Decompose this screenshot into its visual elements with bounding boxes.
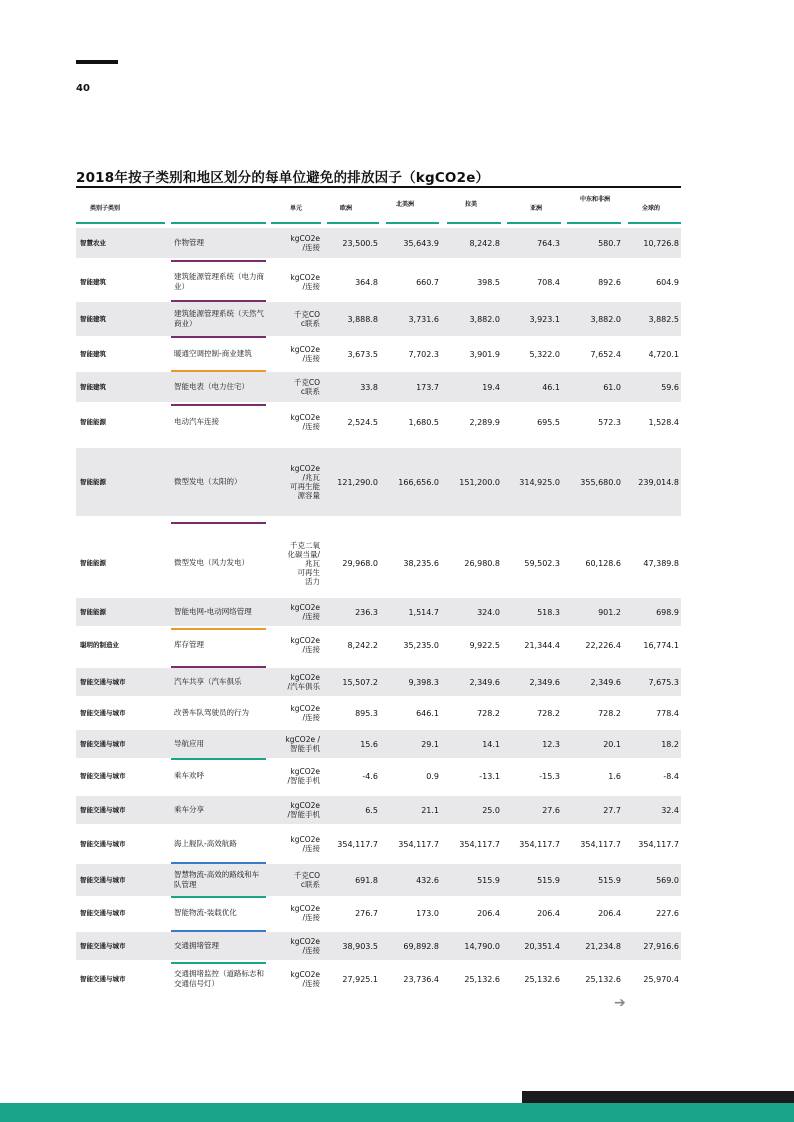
value-cell: 59,502.3 xyxy=(524,558,560,568)
category-cell: 智能能源 xyxy=(80,417,106,426)
category-cell: 智能交通与城市 xyxy=(80,839,126,848)
value-cell: 2,349.6 xyxy=(469,677,500,687)
value-cell: 580.7 xyxy=(598,238,621,248)
subcategory-cell: 建筑能源管理系统（电力商业） xyxy=(174,272,264,291)
category-cell: 智能交通与城市 xyxy=(80,771,126,780)
value-cell: 354,117.7 xyxy=(459,839,500,849)
value-cell: 236.3 xyxy=(355,607,378,617)
value-cell: 26,980.8 xyxy=(464,558,500,568)
value-cell: 728.2 xyxy=(598,708,621,718)
value-cell: 20,351.4 xyxy=(524,941,560,951)
value-cell: 314,925.0 xyxy=(519,477,560,487)
value-cell: 398.5 xyxy=(477,277,500,287)
unit-cell: kgCO2e /智能手机 xyxy=(287,767,320,785)
value-cell: 21.1 xyxy=(421,805,439,815)
value-cell: 3,882.0 xyxy=(469,314,500,324)
value-cell: 691.8 xyxy=(355,875,378,885)
value-cell: 3,882.5 xyxy=(648,314,679,324)
value-cell: 14,790.0 xyxy=(464,941,500,951)
value-cell: 29.1 xyxy=(421,739,439,749)
unit-cell: 千克CO c联系 xyxy=(293,378,320,396)
unit-cell: kgCO2e /连接 xyxy=(290,937,320,955)
category-cell: 智能交通与城市 xyxy=(80,739,126,748)
unit-cell: kgCO2e /连接 xyxy=(290,273,320,291)
unit-cell: kgCO2e /连接 xyxy=(290,835,320,853)
value-cell: 19.4 xyxy=(482,382,500,392)
value-cell: 166,656.0 xyxy=(398,477,439,487)
category-cell: 智能交通与城市 xyxy=(80,941,126,950)
unit-cell: kgCO2e /连接 xyxy=(290,970,320,988)
value-cell: 7,675.3 xyxy=(648,677,679,687)
value-cell: 29,968.0 xyxy=(342,558,378,568)
footer-dark-bar xyxy=(522,1091,794,1103)
value-cell: 239,014.8 xyxy=(638,477,679,487)
value-cell: 10,726.8 xyxy=(643,238,679,248)
category-cell: 智能交通与城市 xyxy=(80,908,126,917)
value-cell: 354,117.7 xyxy=(638,839,679,849)
category-cell: 智能能源 xyxy=(80,607,106,616)
header-subcategory: 类别子类别 xyxy=(90,205,121,212)
value-cell: 23,736.4 xyxy=(403,974,439,984)
value-cell: 764.3 xyxy=(537,238,560,248)
header-rule xyxy=(507,222,561,224)
value-cell: 2,349.6 xyxy=(529,677,560,687)
value-cell: 5,322.0 xyxy=(529,349,560,359)
subcategory-cell: 建筑能源管理系统（天然气商业） xyxy=(174,309,264,328)
header-rule xyxy=(447,222,501,224)
header-rule xyxy=(76,222,165,224)
unit-cell: kgCO2e /汽车俱乐 xyxy=(287,673,320,691)
value-cell: 354,117.7 xyxy=(580,839,621,849)
header-rule xyxy=(271,222,321,224)
value-cell: 354,117.7 xyxy=(337,839,378,849)
subcategory-cell: 智能电网-电动网络管理 xyxy=(174,607,252,616)
category-cell: 智能建筑 xyxy=(80,314,106,323)
value-cell: 8,242.2 xyxy=(347,640,378,650)
subcategory-cell: 海上舰队-高效航路 xyxy=(174,839,237,848)
value-cell: 604.9 xyxy=(656,277,679,287)
header-mea: 中东和非洲 xyxy=(580,196,611,203)
subcategory-cell: 智能物流-装载优化 xyxy=(174,908,237,917)
subcategory-cell: 库存管理 xyxy=(174,640,204,649)
value-cell: 432.6 xyxy=(416,875,439,885)
value-cell: 3,901.9 xyxy=(469,349,500,359)
value-cell: 8,242.8 xyxy=(469,238,500,248)
table-title: 2018年按子类别和地区划分的每单位避免的排放因子（kgCO2e） xyxy=(76,170,490,186)
title-rule xyxy=(76,186,681,188)
header-latin-america: 拉美 xyxy=(465,201,478,208)
unit-cell: kgCO2e / 智能手机 xyxy=(285,735,320,753)
value-cell: 21,344.4 xyxy=(524,640,560,650)
value-cell: 276.7 xyxy=(355,908,378,918)
category-cell: 聪明的制造业 xyxy=(80,640,119,649)
value-cell: 355,680.0 xyxy=(580,477,621,487)
subcategory-cell: 电动汽车连接 xyxy=(174,417,219,426)
subcategory-cell: 微型发电（风力发电） xyxy=(174,558,249,567)
value-cell: 0.9 xyxy=(426,771,439,781)
value-cell: 7,702.3 xyxy=(408,349,439,359)
value-cell: 69,892.8 xyxy=(403,941,439,951)
unit-cell: kgCO2e /连接 xyxy=(290,636,320,654)
value-cell: 25.0 xyxy=(482,805,500,815)
value-cell: 646.1 xyxy=(416,708,439,718)
value-cell: -13.1 xyxy=(479,771,500,781)
value-cell: 173.7 xyxy=(416,382,439,392)
value-cell: 22,226.4 xyxy=(585,640,621,650)
value-cell: 16,774.1 xyxy=(643,640,679,650)
subcategory-cell: 导航应用 xyxy=(174,739,204,748)
value-cell: 708.4 xyxy=(537,277,560,287)
category-cell: 智能能源 xyxy=(80,477,106,486)
category-cell: 智慧农业 xyxy=(80,238,106,247)
value-cell: 892.6 xyxy=(598,277,621,287)
value-cell: 3,731.6 xyxy=(408,314,439,324)
value-cell: 6.5 xyxy=(365,805,378,815)
value-cell: 23,500.5 xyxy=(342,238,378,248)
value-cell: 15,507.2 xyxy=(342,677,378,687)
value-cell: 518.3 xyxy=(537,607,560,617)
unit-cell: 千克CO c联系 xyxy=(293,310,320,328)
unit-cell: kgCO2e /连接 xyxy=(290,904,320,922)
value-cell: 27,925.1 xyxy=(342,974,378,984)
value-cell: 695.5 xyxy=(537,417,560,427)
value-cell: 35,235.0 xyxy=(403,640,439,650)
header-unit: 单元 xyxy=(290,205,303,212)
value-cell: 206.4 xyxy=(477,908,500,918)
header-rule xyxy=(327,222,379,224)
page-number: 40 xyxy=(76,83,90,94)
unit-cell: kgCO2e /连接 xyxy=(290,234,320,252)
value-cell: 15.6 xyxy=(360,739,378,749)
value-cell: 32.4 xyxy=(661,805,679,815)
value-cell: 3,888.8 xyxy=(347,314,378,324)
subcategory-cell: 交通拥堵管理 xyxy=(174,941,219,950)
category-cell: 智能交通与城市 xyxy=(80,708,126,717)
header-europe: 欧洲 xyxy=(340,205,353,212)
unit-cell: kgCO2e /连接 xyxy=(290,413,320,431)
value-cell: -15.3 xyxy=(539,771,560,781)
category-cell: 智能建筑 xyxy=(80,382,106,391)
value-cell: 121,290.0 xyxy=(337,477,378,487)
subcategory-cell: 交通拥堵监控（道路标志和交通信号灯） xyxy=(174,969,264,988)
value-cell: 61.0 xyxy=(603,382,621,392)
value-cell: 9,922.5 xyxy=(469,640,500,650)
category-cell: 智能交通与城市 xyxy=(80,974,126,983)
value-cell: 354,117.7 xyxy=(519,839,560,849)
value-cell: 46.1 xyxy=(542,382,560,392)
value-cell: 27,916.6 xyxy=(643,941,679,951)
value-cell: 21,234.8 xyxy=(585,941,621,951)
value-cell: 901.2 xyxy=(598,607,621,617)
category-cell: 智能交通与城市 xyxy=(80,677,126,686)
header-north-america: 北美洲 xyxy=(396,201,415,208)
value-cell: 572.3 xyxy=(598,417,621,427)
value-cell: 2,349.6 xyxy=(590,677,621,687)
header-rule xyxy=(567,222,621,224)
subcategory-cell: 乘车分享 xyxy=(174,805,204,814)
value-cell: 18.2 xyxy=(661,739,679,749)
value-cell: 59.6 xyxy=(661,382,679,392)
subcategory-cell: 乘车欢呼 xyxy=(174,771,204,780)
value-cell: 33.8 xyxy=(360,382,378,392)
value-cell: 778.4 xyxy=(656,708,679,718)
value-cell: 25,132.6 xyxy=(524,974,560,984)
header-global: 全球的 xyxy=(642,205,661,212)
value-cell: 173.0 xyxy=(416,908,439,918)
value-cell: 3,673.5 xyxy=(347,349,378,359)
value-cell: 25,970.4 xyxy=(643,974,679,984)
unit-cell: kgCO2e /兆瓦 可再生能 源容量 xyxy=(290,464,320,500)
value-cell: 14.1 xyxy=(482,739,500,749)
value-cell: 728.2 xyxy=(537,708,560,718)
value-cell: 25,132.6 xyxy=(585,974,621,984)
value-cell: 38,903.5 xyxy=(342,941,378,951)
value-cell: 35,643.9 xyxy=(403,238,439,248)
category-cell: 智能交通与城市 xyxy=(80,805,126,814)
value-cell: 20.1 xyxy=(603,739,621,749)
footer-teal-bar xyxy=(0,1103,794,1122)
value-cell: 25,132.6 xyxy=(464,974,500,984)
value-cell: 151,200.0 xyxy=(459,477,500,487)
subcategory-cell: 改善车队驾驶员的行为 xyxy=(174,708,249,717)
value-cell: 515.9 xyxy=(537,875,560,885)
value-cell: 7,652.4 xyxy=(590,349,621,359)
value-cell: 3,882.0 xyxy=(590,314,621,324)
subcategory-cell: 智能电表（电力住宅） xyxy=(174,382,249,391)
subcategory-cell: 暖通空调控制-商业建筑 xyxy=(174,349,252,358)
header-rule xyxy=(386,222,439,224)
unit-cell: kgCO2e /连接 xyxy=(290,345,320,363)
value-cell: 698.9 xyxy=(656,607,679,617)
value-cell: 728.2 xyxy=(477,708,500,718)
value-cell: 47,389.8 xyxy=(643,558,679,568)
header-asia: 亚洲 xyxy=(530,205,543,212)
value-cell: 12.3 xyxy=(542,739,560,749)
value-cell: 2,289.9 xyxy=(469,417,500,427)
value-cell: 3,923.1 xyxy=(529,314,560,324)
category-cell: 智能交通与城市 xyxy=(80,875,126,884)
value-cell: 206.4 xyxy=(537,908,560,918)
unit-cell: 千克二氧 化碳当量/ 兆瓦 可再生 活力 xyxy=(287,540,320,586)
value-cell: 364.8 xyxy=(355,277,378,287)
next-arrow-icon[interactable]: ➔ xyxy=(614,995,626,1011)
value-cell: -8.4 xyxy=(663,771,679,781)
category-cell: 智能建筑 xyxy=(80,349,106,358)
subcategory-cell: 微型发电（太阳的） xyxy=(174,477,242,486)
value-cell: 1,514.7 xyxy=(408,607,439,617)
value-cell: 4,720.1 xyxy=(648,349,679,359)
unit-cell: 千克CO c联系 xyxy=(293,871,320,889)
header-rule xyxy=(628,222,681,224)
subcategory-cell: 汽车共享（汽车俱乐 xyxy=(174,677,242,686)
value-cell: 1,680.5 xyxy=(408,417,439,427)
value-cell: 895.3 xyxy=(355,708,378,718)
header-rule xyxy=(171,222,266,224)
value-cell: 1,528.4 xyxy=(648,417,679,427)
value-cell: 38,235.6 xyxy=(403,558,439,568)
subcategory-cell: 智慧物流-高效的路线和车队管理 xyxy=(174,870,260,889)
value-cell: 515.9 xyxy=(477,875,500,885)
value-cell: 2,524.5 xyxy=(347,417,378,427)
unit-cell: kgCO2e /连接 xyxy=(290,603,320,621)
unit-cell: kgCO2e /智能手机 xyxy=(287,801,320,819)
value-cell: -4.6 xyxy=(362,771,378,781)
value-cell: 660.7 xyxy=(416,277,439,287)
category-cell: 智能建筑 xyxy=(80,277,106,286)
category-cell: 智能能源 xyxy=(80,558,106,567)
value-cell: 60,128.6 xyxy=(585,558,621,568)
subcategory-cell: 作物管理 xyxy=(174,238,204,247)
top-accent-bar xyxy=(76,60,118,64)
value-cell: 227.6 xyxy=(656,908,679,918)
value-cell: 206.4 xyxy=(598,908,621,918)
value-cell: 324.0 xyxy=(477,607,500,617)
value-cell: 9,398.3 xyxy=(408,677,439,687)
value-cell: 569.0 xyxy=(656,875,679,885)
value-cell: 1.6 xyxy=(608,771,621,781)
value-cell: 27.7 xyxy=(603,805,621,815)
value-cell: 27.6 xyxy=(542,805,560,815)
unit-cell: kgCO2e /连接 xyxy=(290,704,320,722)
value-cell: 515.9 xyxy=(598,875,621,885)
value-cell: 354,117.7 xyxy=(398,839,439,849)
